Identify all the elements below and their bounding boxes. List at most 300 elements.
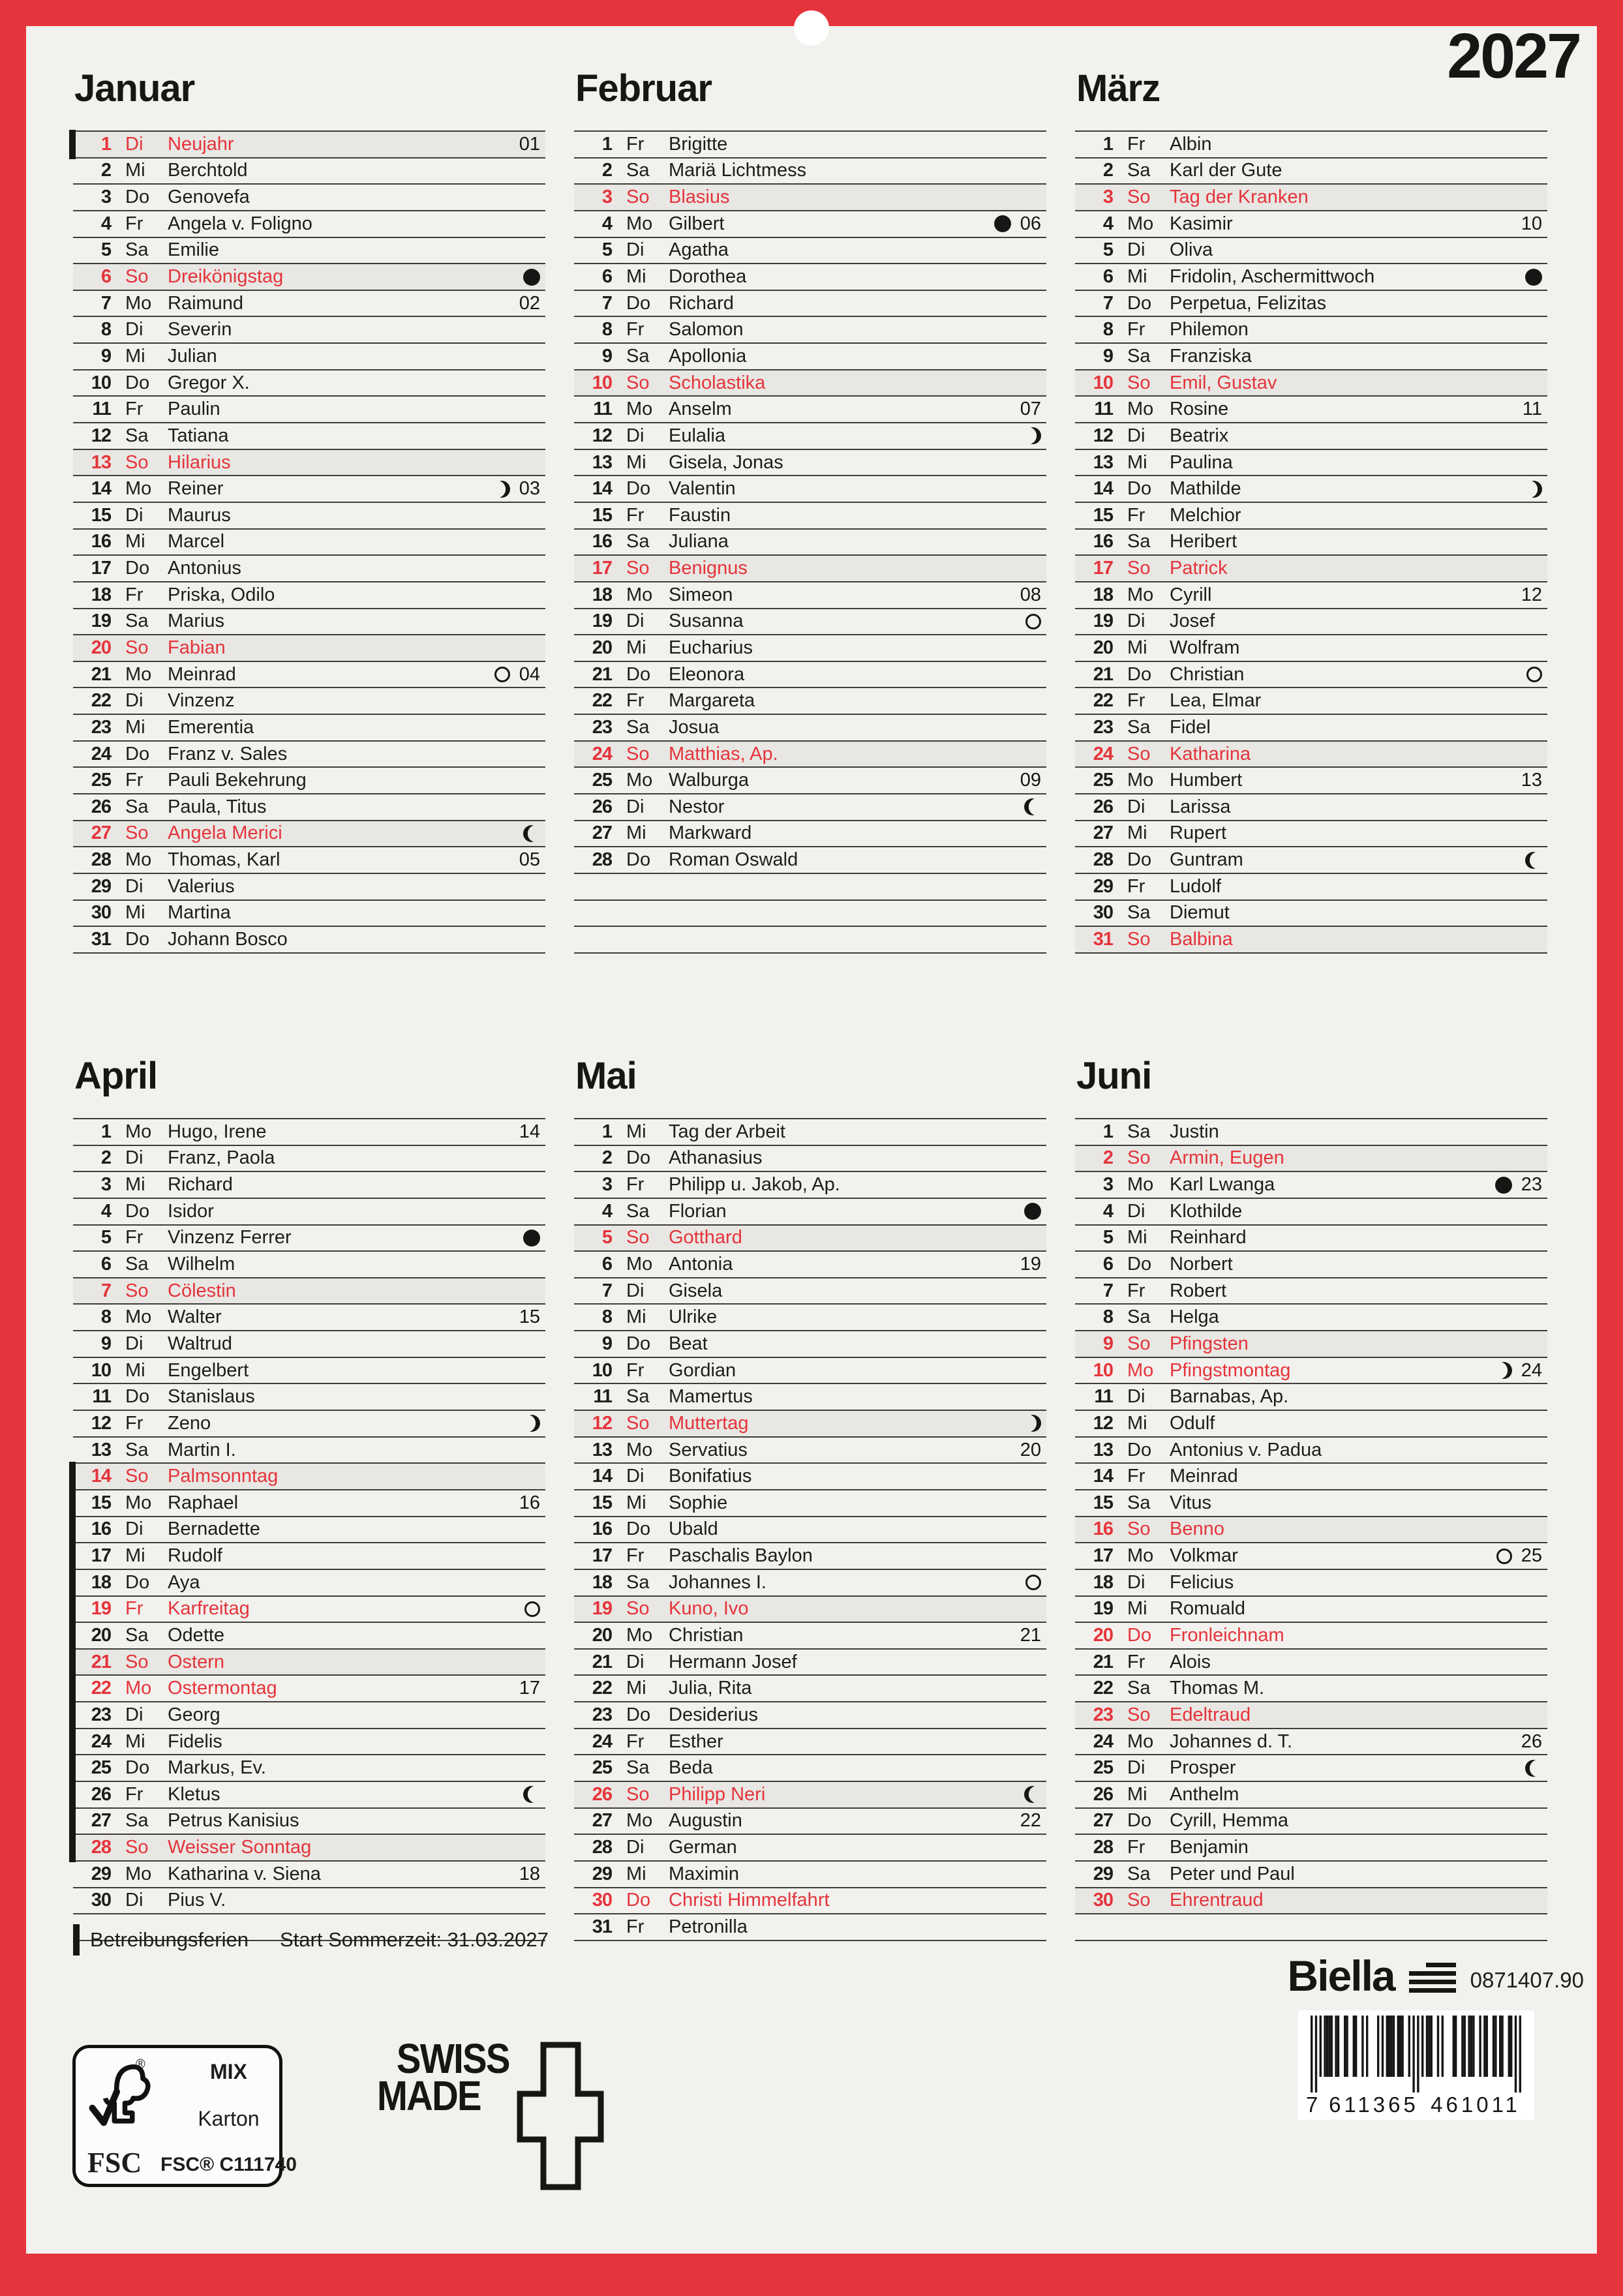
day-row — [73, 397, 545, 423]
day-number: 24 — [1093, 1730, 1113, 1752]
day-row — [73, 423, 545, 450]
legend-label: Betreibungsferien — [90, 1928, 249, 1951]
day-row-right — [493, 478, 545, 500]
day-number: 20 — [1093, 637, 1113, 658]
day-row — [1075, 874, 1547, 901]
day-row — [574, 317, 1046, 344]
full-moon-icon — [1025, 614, 1041, 629]
day-row — [73, 635, 545, 662]
weekday-label: So — [125, 823, 149, 844]
weekday-label: Mi — [626, 1863, 646, 1884]
week-number: 25 — [1521, 1545, 1542, 1567]
day-name: Anthelm — [1170, 1783, 1239, 1805]
day-name: Katharina — [1170, 743, 1251, 764]
week-number: 14 — [519, 1121, 540, 1142]
day-name: Albin — [1170, 133, 1212, 155]
day-row — [574, 1146, 1046, 1173]
swiss-made-text — [377, 2035, 509, 2119]
day-name: Kuno, Ivo — [669, 1598, 749, 1620]
full-moon-icon — [524, 1601, 540, 1617]
weekday-label: Sa — [125, 611, 149, 632]
day-row — [1075, 688, 1547, 715]
week-number: 03 — [519, 478, 540, 500]
day-number: 17 — [592, 558, 612, 579]
day-name: Isidor — [168, 1200, 214, 1222]
day-number: 25 — [592, 1757, 612, 1779]
weekday-label: Fr — [626, 504, 645, 526]
day-name: Julian — [168, 345, 217, 367]
weekday-label: Sa — [1127, 160, 1151, 181]
week-number: 24 — [1521, 1359, 1542, 1381]
day-name: Roman Oswald — [669, 849, 798, 871]
weekday-label: Sa — [1127, 1863, 1151, 1884]
month-table — [574, 130, 1046, 954]
weekday-label: So — [626, 1783, 650, 1805]
weekday-label: Sa — [1127, 531, 1151, 552]
day-number: 15 — [1093, 504, 1113, 526]
day-name: Reiner — [168, 478, 224, 500]
weekday-label: Mo — [1127, 1545, 1154, 1567]
month-section — [73, 1055, 545, 1941]
day-row — [574, 1835, 1046, 1862]
weekday-label: So — [1127, 743, 1151, 764]
day-row — [73, 1438, 545, 1464]
day-number: 6 — [601, 1254, 612, 1275]
week-number: 16 — [519, 1492, 540, 1513]
new-moon-icon — [1024, 1203, 1041, 1220]
day-name: Valerius — [168, 875, 235, 897]
week-number: 02 — [519, 292, 540, 314]
day-row — [1075, 423, 1547, 450]
day-name: Nestor — [669, 796, 725, 817]
day-row — [1075, 1172, 1547, 1199]
day-number: 28 — [592, 849, 612, 871]
month-section — [1075, 1055, 1547, 1941]
day-row — [73, 768, 545, 794]
day-number: 16 — [1093, 1518, 1113, 1540]
day-row — [1075, 1146, 1547, 1173]
day-number: 12 — [592, 1412, 612, 1434]
day-name: Gregor X. — [168, 372, 250, 393]
day-row — [574, 1702, 1046, 1729]
day-number: 3 — [100, 187, 111, 208]
week-number: 07 — [1020, 399, 1041, 420]
weekday-label: Mi — [125, 1359, 145, 1381]
day-name: Walburga — [669, 770, 750, 791]
day-row — [73, 1676, 545, 1702]
day-number: 12 — [91, 425, 111, 446]
day-name: Angela Merici — [168, 823, 282, 844]
day-number: 1 — [601, 133, 612, 155]
day-row — [73, 264, 545, 291]
day-number: 4 — [100, 1200, 111, 1222]
weekday-label: Mi — [1127, 823, 1147, 844]
weekday-label: Sa — [125, 1439, 149, 1460]
day-name: Ubald — [669, 1518, 718, 1540]
day-number: 7 — [100, 1280, 111, 1301]
weekday-label: So — [1127, 558, 1151, 579]
last-moon-icon — [1525, 1760, 1542, 1777]
month-table — [1075, 130, 1547, 954]
new-moon-icon — [994, 215, 1011, 232]
day-row — [73, 927, 545, 954]
weekday-label: Mo — [1127, 1359, 1154, 1381]
last-moon-icon — [1525, 852, 1542, 869]
day-name: Franz, Paola — [168, 1147, 275, 1169]
weekday-label: Fr — [125, 1227, 144, 1248]
day-number: 13 — [91, 1439, 111, 1460]
day-number: 3 — [100, 1174, 111, 1196]
day-name: Agatha — [669, 239, 729, 261]
day-row — [574, 1623, 1046, 1650]
day-row — [1075, 159, 1547, 185]
day-row — [1075, 1252, 1547, 1278]
day-name: Richard — [168, 1174, 233, 1196]
day-number: 15 — [1093, 1492, 1113, 1513]
day-number: 23 — [91, 716, 111, 738]
weekday-label: So — [125, 637, 149, 658]
month-table — [73, 130, 545, 954]
day-name: Antonius v. Padua — [1170, 1439, 1322, 1460]
day-row-right — [1025, 614, 1046, 629]
weekday-label: Mi — [626, 1678, 646, 1699]
day-row — [73, 1835, 545, 1862]
day-name: Matthias, Ap. — [669, 743, 778, 764]
swiss-made-line2: MADE — [377, 2072, 481, 2119]
weekday-label: Do — [125, 1571, 150, 1593]
day-number: 23 — [1093, 1704, 1113, 1725]
day-name: Fidel — [1170, 716, 1211, 738]
day-name: Beda — [669, 1757, 713, 1779]
day-row — [73, 1782, 545, 1809]
weekday-label: Di — [125, 875, 144, 897]
day-name: Ostermontag — [168, 1678, 277, 1699]
day-number: 13 — [592, 1439, 612, 1460]
day-name: Walter — [168, 1307, 222, 1328]
day-number: 7 — [1102, 292, 1113, 314]
day-row — [73, 1199, 545, 1226]
day-row — [1075, 821, 1547, 848]
weekday-label: So — [626, 187, 650, 208]
day-name: Reinhard — [1170, 1227, 1247, 1248]
day-number: 1 — [100, 1121, 111, 1142]
day-number: 14 — [592, 478, 612, 500]
day-number: 23 — [91, 1704, 111, 1725]
day-name: Richard — [669, 292, 734, 314]
weekday-label: Sa — [125, 796, 149, 817]
day-number: 8 — [100, 1307, 111, 1328]
weekday-label: Do — [1127, 1254, 1152, 1275]
weekday-label: Do — [1127, 849, 1152, 871]
day-number: 28 — [1093, 1837, 1113, 1858]
day-name: Josua — [669, 716, 720, 738]
day-row — [574, 264, 1046, 291]
barcode-digit-group-left: 611365 — [1329, 2092, 1419, 2117]
day-row — [73, 1226, 545, 1252]
day-row — [574, 662, 1046, 689]
weekday-label: Mi — [125, 902, 145, 924]
weekday-label: Fr — [125, 770, 144, 791]
day-row — [73, 688, 545, 715]
day-name: Rosine — [1170, 399, 1229, 420]
week-number: 15 — [519, 1307, 540, 1328]
day-name: Helga — [1170, 1307, 1219, 1328]
day-row-right — [519, 1492, 545, 1514]
day-name: Edeltraud — [1170, 1704, 1251, 1725]
barcode-digit-group-right: 461011 — [1431, 2092, 1521, 2117]
day-name: Kletus — [168, 1783, 220, 1805]
weekday-label: So — [1127, 187, 1151, 208]
day-number: 16 — [91, 1518, 111, 1540]
weekday-label: Do — [1127, 663, 1152, 685]
day-number: 4 — [601, 1200, 612, 1222]
weekday-label: Mi — [626, 1121, 646, 1142]
day-row-right — [1525, 1760, 1547, 1777]
day-number: 12 — [592, 425, 612, 446]
day-row — [574, 1650, 1046, 1676]
day-number: 3 — [1102, 187, 1113, 208]
day-number: 5 — [601, 239, 612, 261]
day-name: Philemon — [1170, 319, 1249, 340]
weekday-label: So — [626, 743, 650, 764]
day-number: 29 — [1093, 1863, 1113, 1884]
swiss-cross-icon — [517, 2042, 604, 2190]
weekday-label: Mi — [125, 1545, 145, 1567]
week-number: 08 — [1020, 584, 1041, 605]
week-number: 04 — [519, 663, 540, 685]
day-number: 18 — [1093, 584, 1113, 605]
day-name: Benjamin — [1170, 1837, 1249, 1858]
weekday-label: Do — [125, 187, 150, 208]
day-number: 5 — [601, 1227, 612, 1248]
day-name: Diemut — [1170, 902, 1230, 924]
weekday-label: Di — [125, 1518, 144, 1540]
day-row — [574, 1517, 1046, 1544]
week-number: 10 — [1521, 213, 1542, 234]
weekday-label: So — [125, 451, 149, 473]
weekday-label: Mi — [125, 160, 145, 181]
day-number: 22 — [1093, 690, 1113, 712]
day-row — [73, 1411, 545, 1438]
day-number: 20 — [91, 1624, 111, 1646]
day-number: 7 — [601, 1280, 612, 1301]
weekday-label: Di — [125, 1890, 144, 1911]
day-number: 30 — [592, 1890, 612, 1911]
day-number: 20 — [91, 637, 111, 658]
weekday-label: Mi — [626, 823, 646, 844]
day-row — [574, 1464, 1046, 1490]
day-row — [73, 317, 545, 344]
day-row — [1075, 1464, 1547, 1490]
day-row — [574, 238, 1046, 265]
day-row — [574, 1119, 1046, 1146]
day-row-right — [519, 1864, 545, 1885]
day-number: 6 — [601, 266, 612, 288]
first-moon-icon — [493, 481, 510, 498]
day-number: 5 — [1102, 1227, 1113, 1248]
weekday-label: Mi — [1127, 1412, 1147, 1434]
day-name: Meinrad — [168, 663, 236, 685]
weekday-label: Fr — [125, 1783, 144, 1805]
day-number: 27 — [91, 823, 111, 844]
day-number: 10 — [592, 1359, 612, 1381]
weekday-label: Fr — [1127, 1280, 1145, 1301]
day-row — [73, 1305, 545, 1331]
weekday-label: Mo — [1127, 1174, 1154, 1196]
weekday-label: Mi — [626, 637, 646, 658]
day-number: 13 — [1093, 451, 1113, 473]
day-number: 25 — [91, 1757, 111, 1779]
day-row — [574, 185, 1046, 211]
day-name: Armin, Eugen — [1170, 1147, 1284, 1169]
weekday-label: Mi — [626, 451, 646, 473]
day-name: Hermann Josef — [669, 1651, 797, 1672]
day-row — [574, 715, 1046, 742]
first-moon-icon — [1525, 481, 1542, 498]
day-row — [73, 132, 545, 159]
day-name: Ostern — [168, 1651, 225, 1672]
day-number: 18 — [1093, 1571, 1113, 1593]
day-row — [1075, 901, 1547, 928]
day-row — [73, 1543, 545, 1570]
day-name: Johannes I. — [669, 1571, 766, 1593]
day-name: Genovefa — [168, 187, 250, 208]
weekday-label: Di — [125, 504, 144, 526]
weekday-label: Sa — [1127, 1492, 1151, 1513]
day-number: 25 — [1093, 1757, 1113, 1779]
weekday-label: Do — [125, 1200, 150, 1222]
day-name: Simeon — [669, 584, 733, 605]
week-number: 06 — [1020, 213, 1041, 234]
day-row — [1075, 1517, 1547, 1544]
day-name: Waltrud — [168, 1333, 232, 1354]
day-name: Cölestin — [168, 1280, 236, 1301]
day-number: 26 — [1093, 796, 1113, 817]
full-moon-icon — [494, 667, 510, 682]
day-number: 29 — [592, 1863, 612, 1884]
day-number: 9 — [100, 345, 111, 367]
weekday-label: So — [626, 558, 650, 579]
weekday-label: Do — [626, 663, 651, 685]
day-row — [1075, 1384, 1547, 1411]
weekday-label: Fr — [626, 1730, 645, 1752]
day-name: Tatiana — [168, 425, 229, 446]
day-row — [574, 1331, 1046, 1358]
day-name: Vinzenz Ferrer — [168, 1227, 292, 1248]
day-number: 16 — [592, 1518, 612, 1540]
day-row — [1075, 927, 1547, 954]
day-row — [73, 847, 545, 874]
day-number: 23 — [1093, 716, 1113, 738]
day-number: 30 — [91, 1890, 111, 1911]
day-number: 10 — [91, 1359, 111, 1381]
day-row — [73, 503, 545, 530]
weekday-label: Di — [1127, 611, 1145, 632]
day-name: Vitus — [1170, 1492, 1211, 1513]
day-row — [574, 1411, 1046, 1438]
day-number: 2 — [601, 160, 612, 181]
day-row — [1075, 1809, 1547, 1835]
day-name: Marcel — [168, 531, 225, 552]
day-number: 30 — [1093, 902, 1113, 924]
weekday-label: Mo — [626, 770, 653, 791]
day-row-right — [1020, 1810, 1046, 1832]
day-name: Alois — [1170, 1651, 1211, 1672]
week-number: 21 — [1020, 1624, 1041, 1646]
day-row — [1075, 211, 1547, 238]
day-number: 2 — [1102, 160, 1113, 181]
day-row — [1075, 582, 1547, 609]
day-name: Markus, Ev. — [168, 1757, 266, 1779]
day-number: 18 — [91, 584, 111, 605]
empty-day-row — [1075, 1914, 1547, 1941]
weekday-label: Di — [125, 1333, 144, 1354]
weekday-label: Sa — [1127, 345, 1151, 367]
day-name: Melchior — [1170, 504, 1241, 526]
day-number: 27 — [91, 1810, 111, 1832]
day-row-right — [1024, 1203, 1046, 1220]
day-name: Perpetua, Felizitas — [1170, 292, 1327, 314]
weekday-label: So — [626, 372, 650, 393]
day-row-right — [1525, 269, 1547, 286]
day-name: Fronleichnam — [1170, 1624, 1284, 1646]
weekday-label: Di — [125, 690, 144, 712]
day-number: 8 — [601, 319, 612, 340]
weekday-label: Di — [125, 133, 144, 155]
day-name: Muttertag — [669, 1412, 749, 1434]
day-row — [73, 1490, 545, 1517]
day-name: Salomon — [669, 319, 744, 340]
week-number: 11 — [1522, 399, 1542, 420]
weekday-label: Fr — [626, 1545, 645, 1567]
weekday-label: Sa — [626, 345, 650, 367]
month-table — [1075, 1118, 1547, 1941]
day-name: Philipp Neri — [669, 1783, 766, 1805]
day-number: 21 — [91, 663, 111, 685]
full-moon-icon — [1526, 667, 1542, 682]
day-number: 9 — [100, 1333, 111, 1354]
day-number: 12 — [91, 1412, 111, 1434]
day-name: Karfreitag — [168, 1598, 250, 1620]
day-row — [574, 1809, 1046, 1835]
day-row — [73, 1119, 545, 1146]
day-row — [73, 1650, 545, 1676]
day-number: 13 — [592, 451, 612, 473]
day-number: 10 — [91, 372, 111, 393]
weekday-label: Mo — [125, 1492, 152, 1513]
day-number: 14 — [91, 1466, 111, 1487]
day-name: Christi Himmelfahrt — [669, 1890, 830, 1911]
weekday-label: Fr — [626, 1359, 645, 1381]
day-number: 27 — [592, 1810, 612, 1832]
day-row — [1075, 715, 1547, 742]
day-row — [1075, 1278, 1547, 1305]
day-name: Franziska — [1170, 345, 1252, 367]
day-row — [73, 370, 545, 397]
month-section — [574, 1055, 1046, 1941]
day-row — [73, 715, 545, 742]
day-row — [73, 1517, 545, 1544]
day-number: 15 — [91, 1492, 111, 1513]
day-number: 11 — [92, 399, 111, 420]
month-title: April — [74, 1055, 158, 1097]
weekday-label: Do — [1127, 292, 1152, 314]
day-name: Apollonia — [669, 345, 747, 367]
weekday-label: Mi — [125, 531, 145, 552]
day-number: 14 — [1093, 478, 1113, 500]
last-moon-icon — [1024, 1786, 1041, 1803]
day-row — [1075, 1729, 1547, 1756]
